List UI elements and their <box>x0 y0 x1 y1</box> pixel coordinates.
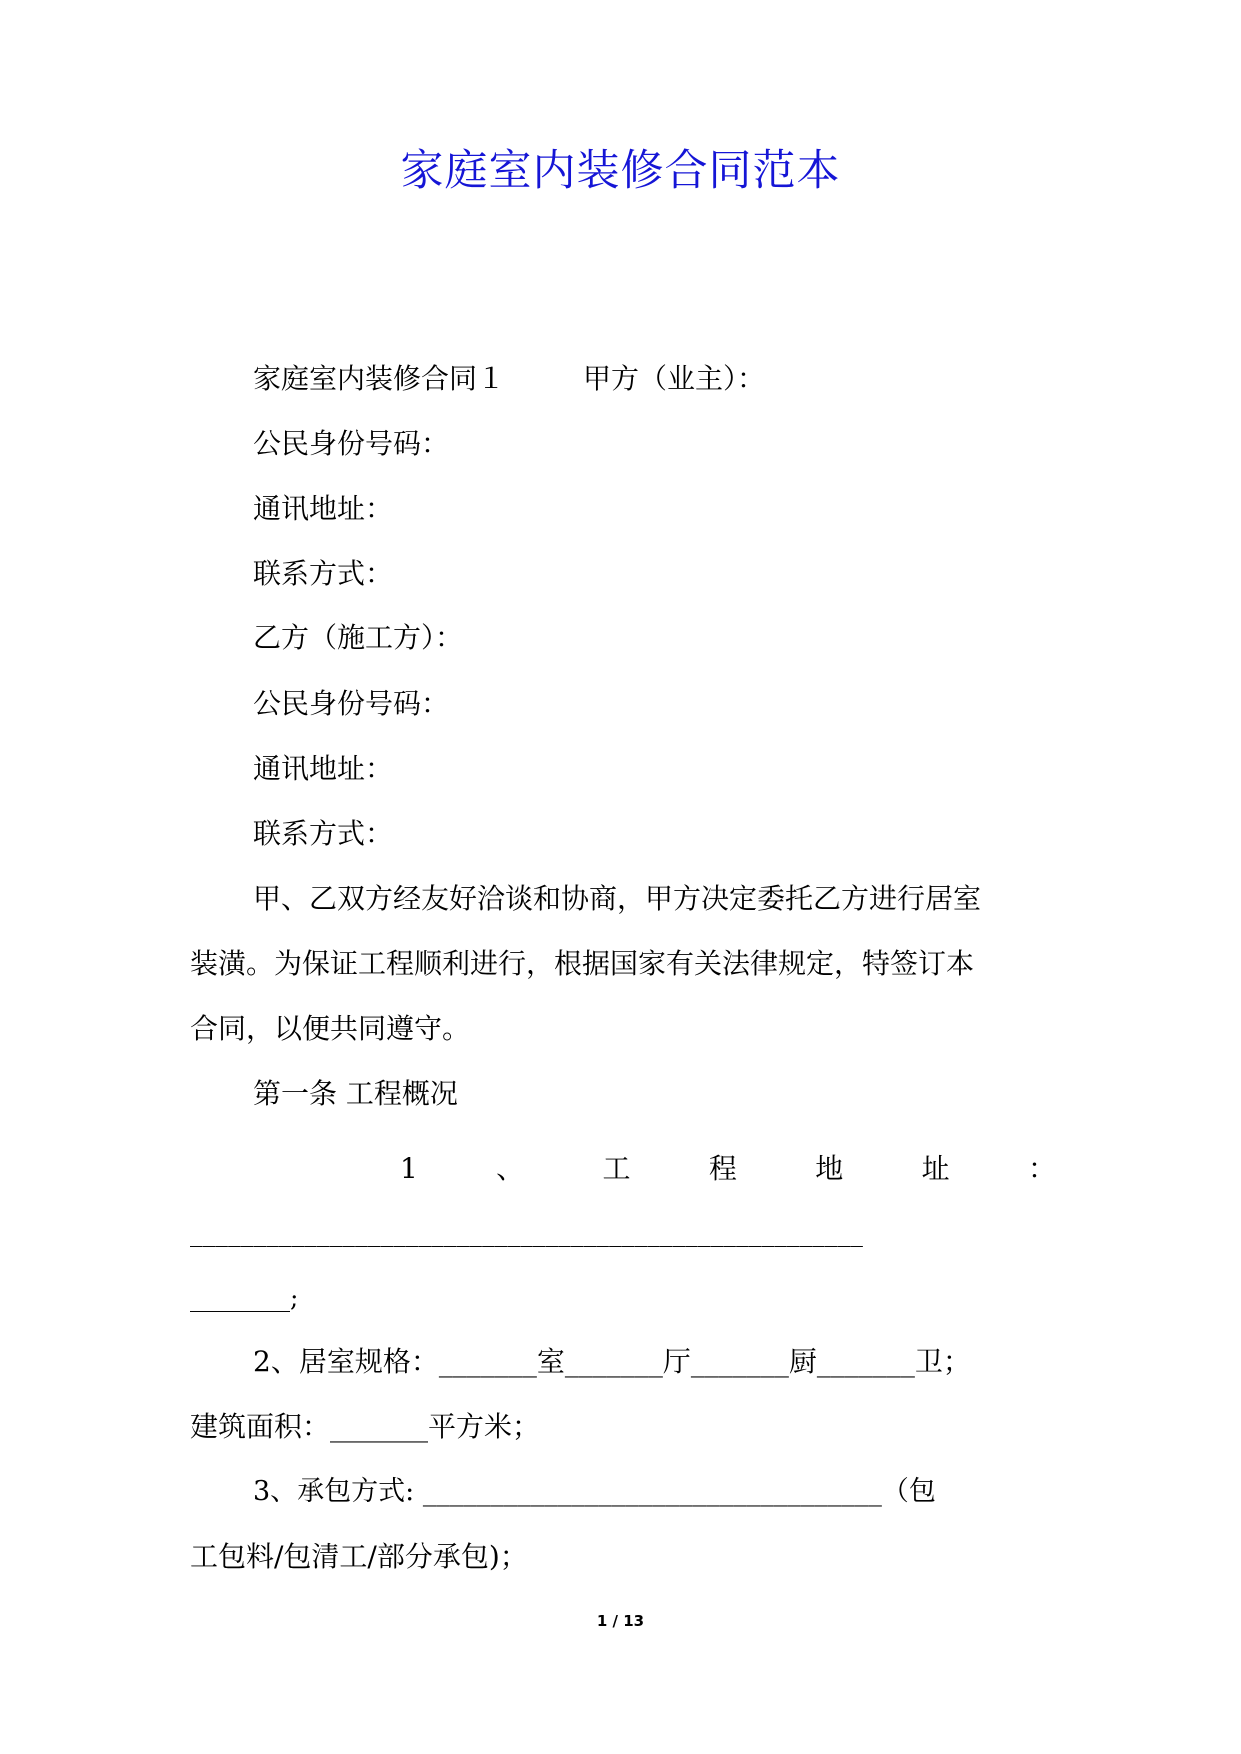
party-a-contact: 联系方式： <box>253 557 394 590</box>
item-1-blank-line: _____________________________________________________ <box>190 1218 864 1247</box>
party-b-id: 公民身份号码： <box>253 687 450 720</box>
item-1-char: 地 <box>815 1152 844 1185</box>
item-1-char: 、 <box>496 1152 525 1185</box>
item-3-line-1: 3、承包方式: __________________________________（包 <box>253 1476 936 1507</box>
item-2-line-2: 建筑面积：_______平方米； <box>190 1410 541 1443</box>
page-number: 1 / 13 <box>596 1612 645 1630</box>
item-1-char: ： <box>1027 1152 1056 1185</box>
item-1-char: 程 <box>708 1152 737 1185</box>
item-1-char: 工 <box>602 1152 631 1185</box>
article-1-heading: 第一条 工程概况 <box>253 1077 458 1110</box>
party-b-contact: 联系方式： <box>253 817 394 850</box>
preamble-line-2: 装潢。为保证工程顺利进行，根据国家有关法律规定，特签订本 <box>190 947 975 980</box>
party-a-heading <box>253 362 766 395</box>
item-2-line-1: 2、居室规格：_______室_______厅_______厨_______卫； <box>253 1345 971 1378</box>
item-3-line-2: 工包料/包清工/部分承包)； <box>190 1540 528 1573</box>
document-title: 家庭室内装修合同范本 <box>400 146 841 196</box>
party-a-address: 通讯地址： <box>253 492 394 525</box>
item-1-char: 1 <box>400 1152 418 1185</box>
party-a-id: 公民身份号码： <box>253 427 450 460</box>
item-1-blank-end: ________; <box>190 1283 299 1312</box>
item-1-char: 址 <box>921 1152 950 1185</box>
preamble-line-3: 合同，以便共同遵守。 <box>190 1012 471 1045</box>
party-b-address: 通讯地址： <box>253 752 394 785</box>
contract-label: 家庭室内装修合同１ <box>253 362 506 395</box>
party-b-heading: 乙方（施工方）： <box>253 621 464 654</box>
item-1-label <box>400 1152 1056 1185</box>
preamble-line-1: 甲、乙双方经友好洽谈和协商，甲方决定委托乙方进行居室 <box>253 882 982 915</box>
party-a-label: 甲方（业主）： <box>583 362 766 395</box>
